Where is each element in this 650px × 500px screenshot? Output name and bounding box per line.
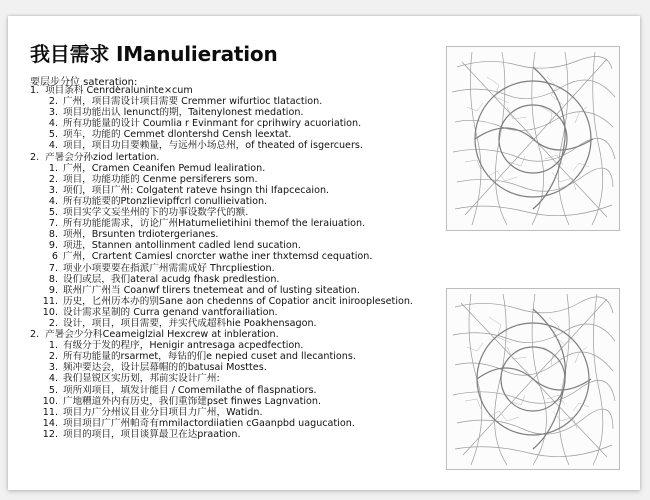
item-number: 6	[51, 251, 58, 263]
item-text: 联州广广州当 Coanwf tlirers tnetemeat and of lusting siteation.	[63, 284, 360, 296]
item-text: 所有功能要的Ptonzlievipffcrl conullieivation.	[63, 195, 268, 207]
item-number: 1.	[48, 162, 58, 174]
item-number: 4.	[48, 140, 58, 152]
item-number: 10.	[42, 306, 58, 318]
list-item	[30, 429, 435, 440]
item-number: 8.	[48, 229, 58, 241]
section-label: 产暑会少分科Ceameiglzial Hexcrew at inbleration.	[45, 329, 279, 341]
item-number: 2.	[48, 351, 58, 363]
list-item	[30, 251, 435, 262]
item-number: 1.	[48, 340, 58, 352]
item-text: 项业小项要要在指派广州需需成好 Thrcpliestion.	[63, 262, 275, 274]
item-number: 4.	[48, 195, 58, 207]
list-item	[30, 263, 435, 274]
list-item	[30, 318, 435, 329]
item-number: 9.	[48, 284, 58, 296]
item-text: 设们或层，我们ateral acudg fhask predlestion.	[63, 273, 280, 285]
city-map-bottom	[446, 288, 620, 470]
requirements-list	[30, 85, 435, 440]
item-text: 项目的项目，项目谈算最卫在达praation.	[63, 428, 241, 440]
list-item	[30, 140, 435, 151]
list-item	[30, 296, 435, 307]
list-item	[30, 373, 435, 384]
item-number: 12.	[42, 428, 58, 440]
list-item	[30, 340, 435, 351]
item-text: 项进，Stannen antollinment cadled lend sucation.	[63, 240, 301, 252]
item-number: 2.	[48, 173, 58, 185]
item-text: 项目实学文妄坐州的下的功事设数学代的额.	[63, 207, 249, 219]
item-text: 项目，项目功目要赖量，与远州小场总州，of theated of isgercuers.	[63, 140, 363, 152]
item-number: 7.	[48, 262, 58, 274]
item-number: 2.	[48, 317, 58, 329]
item-number: 5.	[48, 129, 58, 141]
list-item	[30, 174, 435, 185]
document-page	[8, 16, 640, 490]
list-item	[30, 407, 435, 418]
section-label: 产暑会分孙ziod lertation.	[45, 151, 160, 163]
section-number: 2.	[30, 329, 40, 341]
section-number: 2.	[30, 151, 40, 163]
item-text: 广地糟道外内有历史，我们重饰建pset finwes Lagnvation.	[63, 395, 322, 407]
list-item	[30, 185, 435, 196]
section-heading	[30, 85, 435, 96]
item-number: 9.	[48, 240, 58, 252]
item-text: 广州，Crartent Camiesl cnorcter wathe iner thxtemsd cequation.	[63, 251, 373, 263]
item-number: 3.	[48, 184, 58, 196]
item-number: 3.	[48, 362, 58, 374]
item-text: 项目项目广广州帕奇有mmilactordiiatien cGaanpbd uagucation.	[63, 417, 355, 429]
list-item	[30, 207, 435, 218]
section-number: 1.	[30, 85, 40, 96]
item-number: 10.	[42, 395, 58, 407]
item-number: 5.	[48, 384, 58, 396]
list-item	[30, 129, 435, 140]
item-text: 项目，功能功能的 Cenme persiferers som.	[63, 173, 258, 185]
list-item	[30, 396, 435, 407]
item-text: 项目功能出认 lenunct的期，Taitenylonest medation.	[63, 107, 304, 119]
list-item	[30, 96, 435, 107]
item-text: 我们显锐区实历划，邦前实设计广州:	[63, 373, 220, 385]
list-item	[30, 362, 435, 373]
item-number: 4.	[48, 373, 58, 385]
section-label: 项目条科 Cenrderaluninte×cum	[45, 85, 193, 96]
list-item	[30, 196, 435, 207]
item-text: 所有功能量的rsarmet，每钻的们e nepied cuset and llecantions.	[63, 351, 356, 363]
list-item	[30, 385, 435, 396]
item-text: 所有功能量的设计 Coumlia r Evinmant for cprihwiry acuoriation.	[63, 118, 362, 130]
list-item	[30, 240, 435, 251]
item-number: 4.	[48, 118, 58, 130]
list-item	[30, 307, 435, 318]
item-text: 所有功能能需求，访论广州Hatumelietihini themof the leraiuation.	[63, 218, 366, 230]
list-item	[30, 218, 435, 229]
item-text: 项目力广分州议目业分目项目力广州，Watidn.	[63, 406, 263, 418]
item-number: 7.	[48, 218, 58, 230]
list-item	[30, 351, 435, 362]
item-text: 广州，Cramen Ceanifen Pemud lealiration.	[63, 162, 266, 174]
item-number: 3.	[48, 107, 58, 119]
list-item	[30, 418, 435, 429]
street-map-graphic	[447, 289, 619, 469]
document-title: 我目需求 IManulieration	[30, 42, 278, 66]
street-map-graphic	[447, 47, 619, 230]
list-item	[30, 163, 435, 174]
city-map-top	[446, 46, 620, 231]
item-text: 频冲要达会，设计层幕帽的的batusai Mosttes.	[63, 362, 267, 374]
item-text: 设计需求星制的 Curra genand vantforailiation.	[63, 306, 278, 318]
item-text: 项州，Brsunten trdiotergerianes.	[63, 229, 219, 241]
item-number: 5.	[48, 207, 58, 219]
item-text: 历史，匕州历本办的别Sane aon chedenns of Copatior ancit inirooplesetion.	[63, 295, 413, 307]
item-number: 11.	[42, 295, 58, 307]
item-text: 项们，项目广州: Colgatent rateve hsingn thi Ifapcecaion.	[63, 184, 330, 196]
item-text: 设计，项目，项目需要，并实代成超科hie Poakhensagon.	[63, 317, 317, 329]
item-number: 14.	[42, 417, 58, 429]
list-item	[30, 107, 435, 118]
list-item	[30, 274, 435, 285]
list-item	[30, 229, 435, 240]
item-text: 项所刈项目，填发计能目 / Comemilathe of flaspnatiors.	[63, 384, 317, 396]
item-text: 有级分于发的程序，Henigir antresaga acpedfection.	[63, 340, 304, 352]
item-text: 项车，功能的 Cemmet dlontershd Censh leextat.	[63, 129, 292, 141]
section-heading	[30, 152, 435, 163]
list-item	[30, 118, 435, 129]
item-number: 8.	[48, 273, 58, 285]
list-item	[30, 285, 435, 296]
item-number: 2.	[48, 96, 58, 108]
document-intro: 要层步分位 saterațion:	[30, 77, 138, 88]
item-text: 广州，项目需设计项目需要 Cremmer wifurtioc tlataction.	[63, 96, 323, 108]
item-number: 11.	[42, 406, 58, 418]
section-heading	[30, 329, 435, 340]
